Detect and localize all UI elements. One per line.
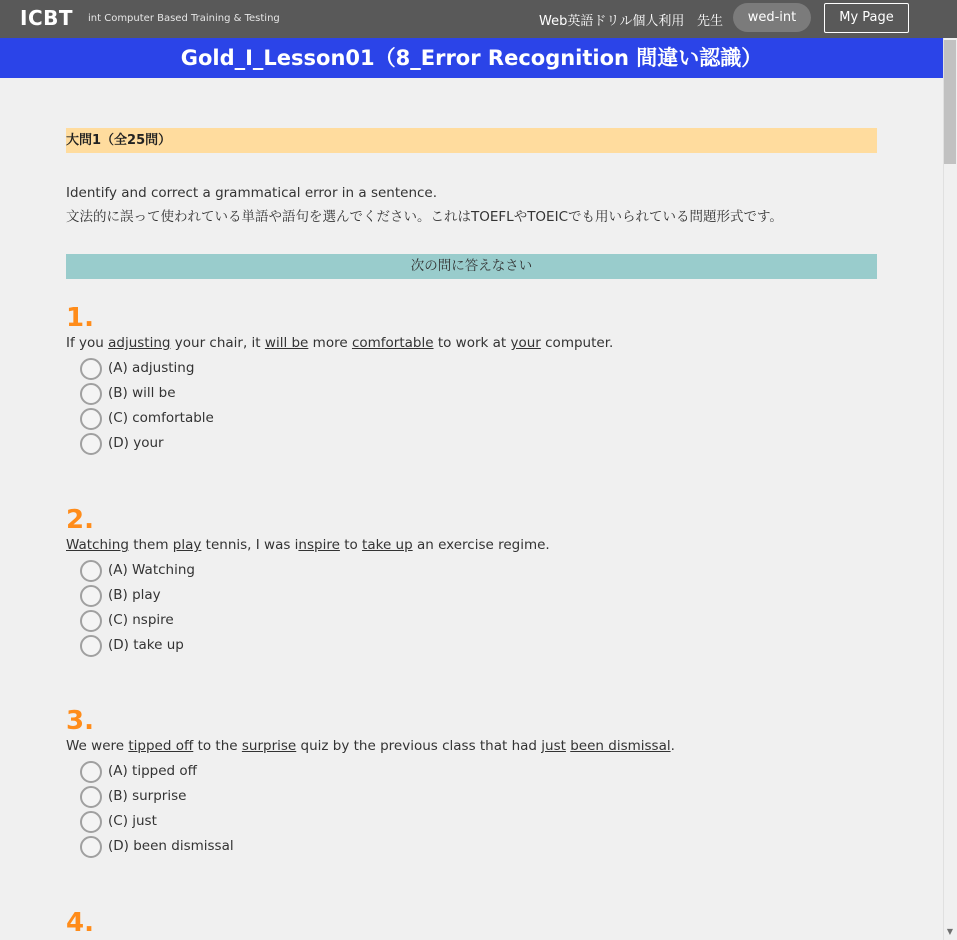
tagline: int Computer Based Training & Testing — [88, 13, 280, 24]
role-label: 先生 — [697, 14, 724, 29]
radio-button[interactable] — [80, 358, 102, 380]
option-label: (D) take up — [108, 637, 184, 653]
answer-option-a[interactable] — [80, 558, 877, 583]
question-number: 4. — [66, 908, 94, 938]
answer-option-d[interactable] — [80, 633, 877, 658]
underlined-segment: surprise — [241, 738, 297, 754]
question-4 — [66, 909, 877, 937]
radio-button[interactable] — [80, 560, 102, 582]
question-1 — [66, 304, 877, 456]
question-text — [66, 332, 877, 354]
radio-button[interactable] — [80, 433, 102, 455]
text-segment: tennis, I was i — [201, 537, 299, 553]
underlined-segment: will be — [264, 335, 309, 351]
option-label: (B) play — [108, 587, 161, 603]
option-label: (A) adjusting — [108, 360, 195, 376]
underlined-segment: comfortable — [351, 335, 434, 351]
usage-label: Web英語ドリル個人利用 — [539, 14, 685, 29]
question-text — [66, 534, 877, 556]
text-segment: quiz by the previous class that had — [296, 738, 542, 754]
answer-option-c[interactable] — [80, 608, 877, 633]
underlined-segment: been dismissal — [570, 738, 671, 754]
scrollbar-thumb[interactable] — [944, 40, 956, 164]
underlined-segment: your — [510, 335, 541, 351]
option-label: (D) been dismissal — [108, 838, 234, 854]
answer-option-a[interactable] — [80, 356, 877, 381]
text-segment: computer. — [540, 335, 614, 351]
question-number: 2. — [66, 505, 94, 535]
option-label: (A) Watching — [108, 562, 195, 578]
text-segment: If you — [66, 335, 109, 351]
answer-option-b[interactable] — [80, 381, 877, 406]
text-segment: We were — [66, 738, 129, 754]
answer-option-a[interactable] — [80, 759, 877, 784]
radio-button[interactable] — [80, 383, 102, 405]
top-bar — [0, 0, 957, 38]
underlined-segment: Watching — [66, 537, 129, 553]
answer-option-c[interactable] — [80, 809, 877, 834]
option-label: (A) tipped off — [108, 763, 197, 779]
text-segment: . — [670, 738, 675, 754]
question-number: 1. — [66, 303, 94, 333]
text-segment: to — [339, 537, 363, 553]
text-segment: more — [308, 335, 352, 351]
text-segment: them — [128, 537, 173, 553]
option-label: (B) surprise — [108, 788, 187, 804]
radio-button[interactable] — [80, 635, 102, 657]
answer-options — [66, 356, 877, 456]
option-label: (C) comfortable — [108, 410, 214, 426]
underlined-segment: nspire — [298, 537, 340, 553]
answer-option-d[interactable] — [80, 431, 877, 456]
question-number: 3. — [66, 706, 94, 736]
underlined-segment: play — [172, 537, 202, 553]
scrollbar-track[interactable] — [943, 38, 957, 940]
page-title: Gold_I_Lesson01（8_Error Recognition 間違い認識） — [0, 38, 943, 78]
answer-option-d[interactable] — [80, 834, 877, 859]
underlined-segment: tipped off — [128, 738, 194, 754]
radio-button[interactable] — [80, 836, 102, 858]
instruction-ja: 文法的に誤って使われている単語や語句を選んでください。これはTOEFLやTOEICでも用いられている問題形式です。 — [66, 209, 783, 225]
question-text — [66, 735, 877, 757]
text-segment: your chair, it — [170, 335, 265, 351]
radio-button[interactable] — [80, 408, 102, 430]
option-label: (C) just — [108, 813, 157, 829]
instructions — [66, 181, 783, 229]
my-page-button[interactable]: My Page — [824, 3, 909, 33]
instruction-en: Identify and correct a grammatical error in a sentence. — [66, 185, 438, 201]
radio-button[interactable] — [80, 610, 102, 632]
underlined-segment: adjusting — [108, 335, 171, 351]
radio-button[interactable] — [80, 585, 102, 607]
answer-option-b[interactable] — [80, 583, 877, 608]
logo: ICBT — [20, 6, 74, 30]
option-label: (B) will be — [108, 385, 176, 401]
question-3 — [66, 707, 877, 859]
answer-options — [66, 759, 877, 859]
option-label: (C) nspire — [108, 612, 174, 628]
answer-option-b[interactable] — [80, 784, 877, 809]
scroll-down-icon[interactable]: ▼ — [946, 927, 954, 936]
text-segment: an exercise regime. — [412, 537, 550, 553]
answer-options — [66, 558, 877, 658]
option-label: (D) your — [108, 435, 164, 451]
underlined-segment: just — [541, 738, 566, 754]
text-segment: to work at — [433, 335, 511, 351]
question-2 — [66, 506, 877, 658]
user-badge[interactable]: wed-int — [733, 3, 811, 32]
underlined-segment: take up — [362, 537, 413, 553]
section-heading: 大問1（全25問） — [66, 128, 877, 153]
radio-button[interactable] — [80, 811, 102, 833]
text-segment: to the — [193, 738, 242, 754]
answer-option-c[interactable] — [80, 406, 877, 431]
radio-button[interactable] — [80, 761, 102, 783]
prompt-bar: 次の問に答えなさい — [66, 254, 877, 279]
radio-button[interactable] — [80, 786, 102, 808]
